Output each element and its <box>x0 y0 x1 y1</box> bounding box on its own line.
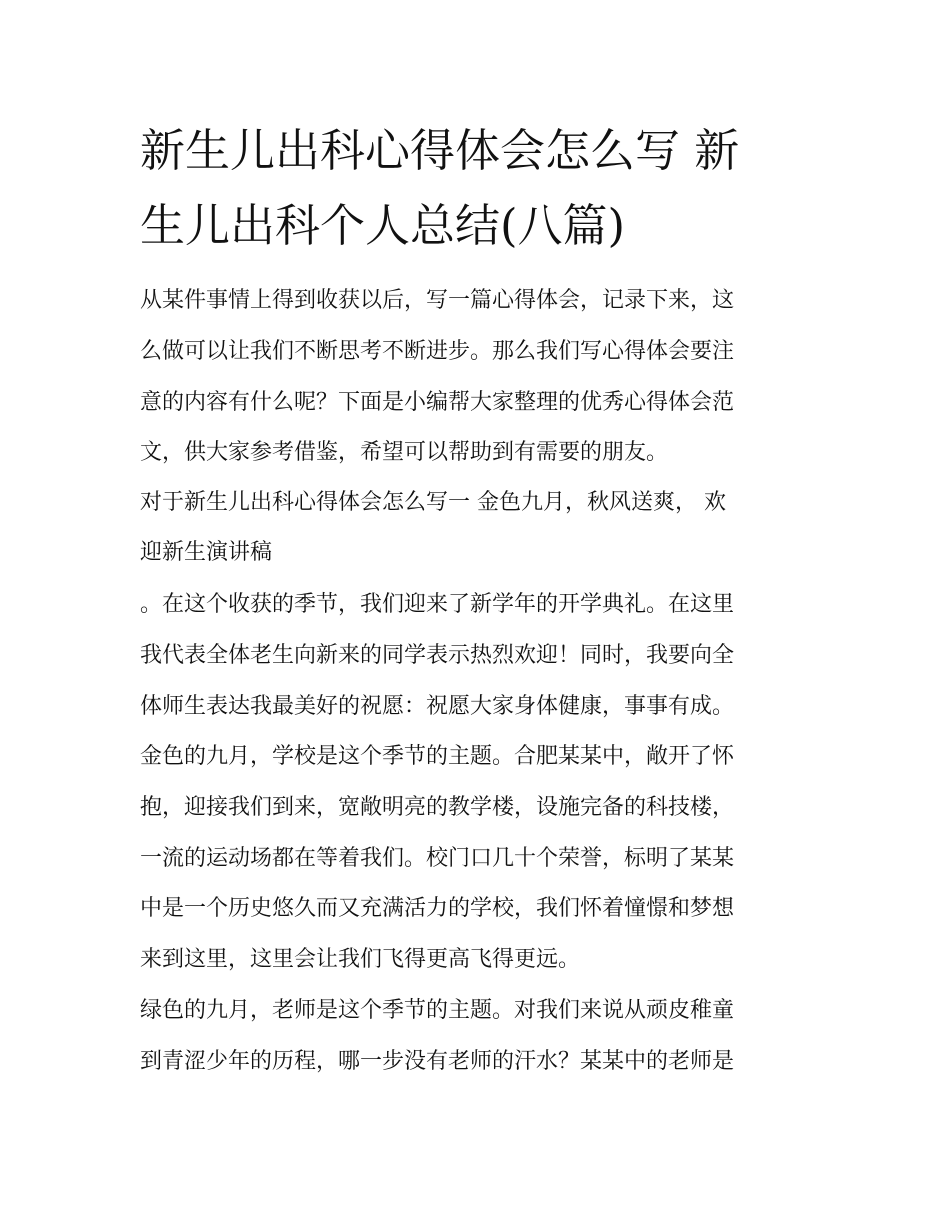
body-line: 抱，迎接我们到来，宽敞明亮的教学楼，设施完备的科技楼， <box>140 795 735 820</box>
body-line: 么做可以让我们不断思考不断进步。那么我们写心得体会要注 <box>140 339 735 364</box>
body-line: 体师生表达我最美好的祝愿：祝愿大家身体健康，事事有成。 <box>140 694 735 719</box>
title-line: 生儿出科个人总结(八篇) <box>140 199 626 252</box>
body-line: 到青涩少年的历程，哪一步没有老师的汗水？某某中的老师是 <box>140 1049 735 1074</box>
title-line: 新生儿出科心得体会怎么写 新 <box>140 124 740 177</box>
document-title <box>140 113 820 263</box>
body-line: 绿色的九月，老师是这个季节的主题。对我们来说从顽皮稚童 <box>140 998 735 1023</box>
body-line: 从某件事情上得到收获以后，写一篇心得体会，记录下来，这 <box>140 288 735 313</box>
body-line: 。在这个收获的季节，我们迎来了新学年的开学典礼。在这里 <box>140 592 735 617</box>
body-line: 金色的九月，学校是这个季节的主题。合肥某某中，敞开了怀 <box>140 744 735 769</box>
body-line: 意的内容有什么呢？下面是小编帮大家整理的优秀心得体会范 <box>140 390 735 415</box>
body-line: 一流的运动场都在等着我们。校门口几十个荣誉，标明了某某 <box>140 846 735 871</box>
body-line: 迎新生演讲稿 <box>140 540 273 565</box>
body-line: 来到这里，这里会让我们飞得更高飞得更远。 <box>140 947 581 972</box>
body-line: 文，供大家参考借鉴，希望可以帮助到有需要的朋友。 <box>140 440 669 465</box>
body-line: 对于新生儿出科心得体会怎么写一 金色九月，秋风送爽， 欢 <box>140 490 726 515</box>
body-line: 我代表全体老生向新来的同学表示热烈欢迎！同时，我要向全 <box>140 643 735 668</box>
body-line: 中是一个历史悠久而又充满活力的学校，我们怀着憧憬和梦想 <box>140 896 735 921</box>
